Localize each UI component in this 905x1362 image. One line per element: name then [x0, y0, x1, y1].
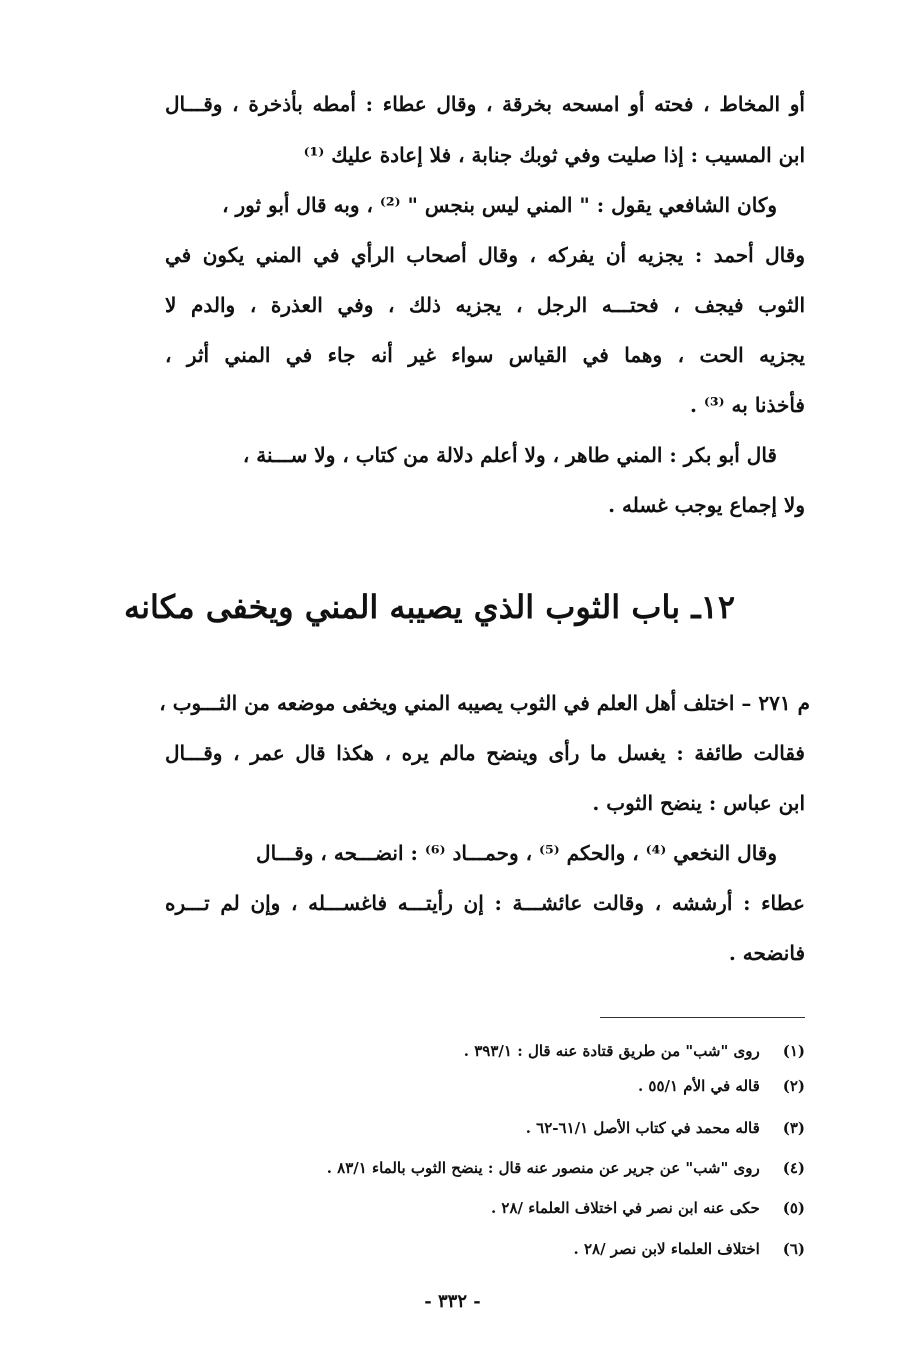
footnote-text: روى "شب" عن جرير عن منصور عنه قال : ينضح الثوب بالماء ٨٣/١ . — [326, 1159, 760, 1177]
paragraph-line: ابن المسيب : إذا صليت وفي ثوبك جنابة ، فلا إعادة عليك ⁽¹⁾ — [303, 143, 805, 167]
footnote-number: (١) — [782, 1042, 805, 1060]
paragraph-line: ابن عباس : ينضح الثوب . — [592, 791, 805, 815]
footnote — [105, 1075, 805, 1097]
footnote-number: (٤) — [782, 1159, 805, 1177]
footnote-text: اختلاف العلماء لابن نصر /٢٨ . — [573, 1240, 760, 1258]
footnote — [105, 1040, 805, 1062]
paragraph-line: قال أبو بكر : المني طاهر ، ولا أعلم دلالة من كتاب ، ولا ســـنة ، — [242, 443, 777, 467]
paragraph-line: م ٢٧١ – اختلف أهل العلم في الثوب يصيبه المني ويخفى موضعه من الثـــوب ، — [159, 691, 810, 715]
paragraph-line: وقال النخعي ⁽⁴⁾ ، والحكم ⁽⁵⁾ ، وحمـــاد ⁽⁶⁾ : انضـــحه ، وقـــال — [256, 841, 777, 865]
footnote-text: قاله محمد في كتاب الأصل ٦١/١-٦٢ . — [525, 1119, 760, 1137]
footnote-divider — [600, 1017, 805, 1018]
footnote-text: روى "شب" من طريق قتادة عنه قال : ٣٩٣/١ . — [463, 1042, 760, 1060]
paragraph-line: فقالت طائفة : يغسل ما رأى وينضح مالم يره ، هكذا قال عمر ، وقـــال — [165, 741, 805, 765]
paragraph-line: عطاء : أرششه ، وقالت عائشـــة : إن رأيتـــه فاغســـله ، وإن لم تـــره — [165, 891, 805, 915]
paragraph-line: الثوب فيجف ، فحتـــه الرجل ، يجزيه ذلك ، وفي العذرة ، والدم لا — [165, 293, 805, 317]
paragraph-line: وكان الشافعي يقول : " المني ليس بنجس " ⁽²⁾ ، وبه قال أبو ثور ، — [222, 193, 777, 217]
section-heading: ١٢ـ باب الثوب الذي يصيبه المني ويخفى مكانه — [123, 588, 735, 626]
paragraph-line: يجزيه الحت ، وهما في القياس سواء غير أنه جاء في المني أثر ، — [165, 343, 805, 367]
footnote — [105, 1157, 805, 1179]
paragraph-line: فأخذنا به ⁽³⁾ . — [689, 393, 805, 417]
paragraph-line: وقال أحمد : يجزيه أن يفركه ، وقال أصحاب الرأي في المني يكون في — [165, 243, 805, 267]
paragraph-line: ولا إجماع يوجب غسله . — [608, 493, 805, 517]
footnote — [105, 1197, 805, 1219]
footnote-text: حكى عنه ابن نصر في اختلاف العلماء /٢٨ . — [490, 1199, 760, 1217]
paragraph-line: فانضحه . — [728, 941, 805, 965]
page-number: - ٣٣٢ - — [424, 1291, 481, 1312]
footnote — [105, 1238, 805, 1260]
footnote-number: (٦) — [782, 1240, 805, 1258]
footnote-number: (٢) — [782, 1077, 805, 1095]
footnote-text: قاله في الأم ٥٥/١ . — [637, 1077, 760, 1095]
footnote-number: (٣) — [782, 1119, 805, 1137]
paragraph-line: أو المخاط ، فحته أو امسحه بخرقة ، وقال عطاء : أمطه بأذخرة ، وقـــال — [165, 92, 805, 116]
footnote-number: (٥) — [782, 1199, 805, 1217]
footnote — [105, 1117, 805, 1139]
